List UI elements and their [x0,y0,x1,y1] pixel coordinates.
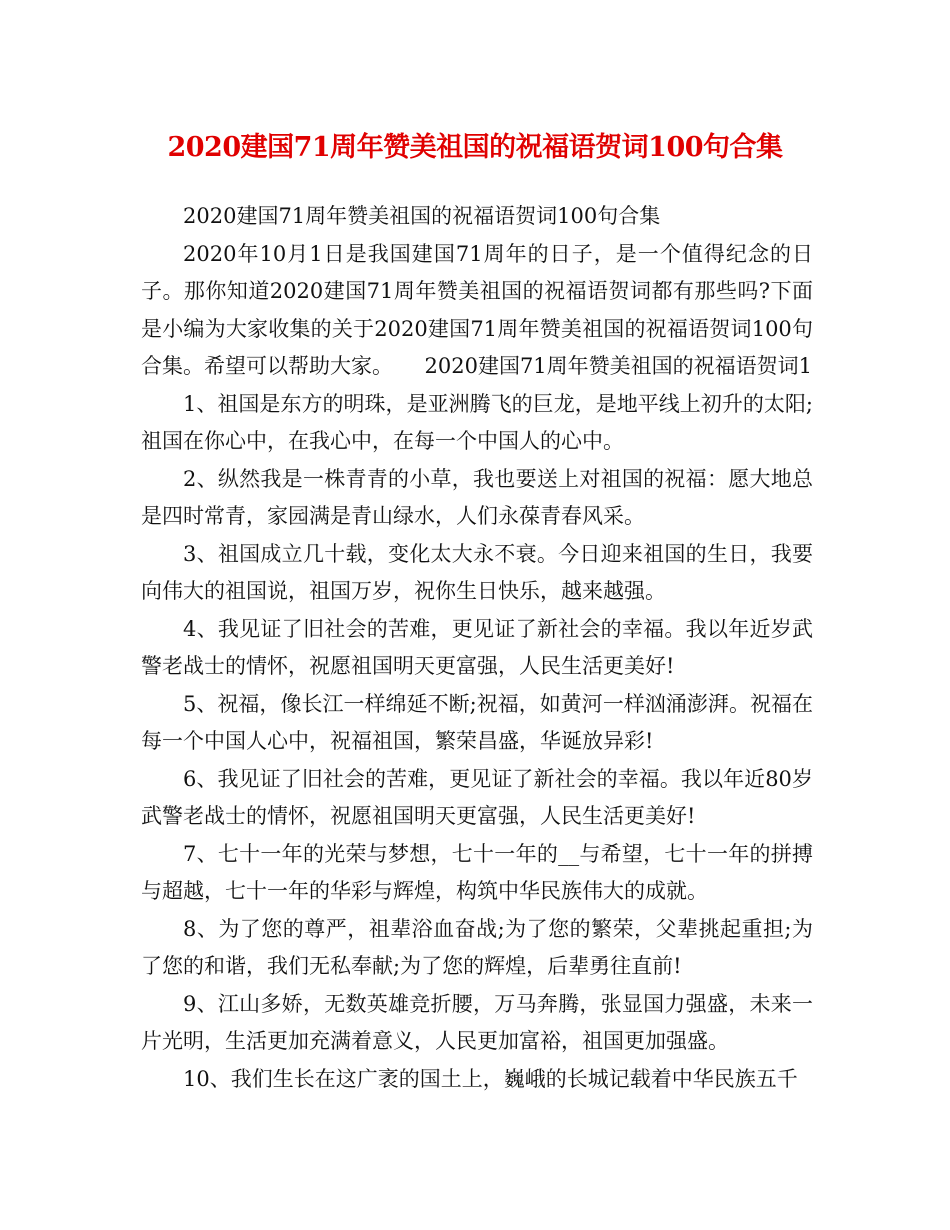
list-item: 1、祖国是东方的明珠，是亚洲腾飞的巨龙，是地平线上初升的太阳;祖国在你心中，在我心中，在每一个中国人的心中。 [141,391,813,453]
document-subtitle: 2020建国71周年赞美祖国的祝福语贺词100句合集 [183,204,661,228]
list-item: 8、为了您的尊严，祖辈浴血奋战;为了您的繁荣，父辈挑起重担;为了您的和谐，我们无私奉献;为了您的辉煌，后辈勇往直前! [141,916,813,978]
list-item: 3、祖国成立几十载，变化太大永不衰。今日迎来祖国的生日，我要向伟大的祖国说，祖国万岁，祝你生日快乐，越来越强。 [141,541,813,603]
document-body [141,198,813,1098]
list-item: 2、纵然我是一株青青的小草，我也要送上对祖国的祝福：愿大地总是四时常青，家园满是青山绿水，人们永葆青春风采。 [141,466,813,528]
intro-paragraph: 2020年10月1日是我国建国71周年的日子，是一个值得纪念的日子。那你知道2020建国71周年赞美祖国的祝福语贺词都有那些吗?下面是小编为大家收集的关于2020建国71周年赞美祖国的祝福语贺词100句合集。希望可以帮助大家。 2020建国71周年赞美祖国的祝福语贺词1 [141,241,813,378]
list-item: 7、七十一年的光荣与梦想，七十一年的__与希望，七十一年的拼搏与超越，七十一年的华彩与辉煌，构筑中华民族伟大的成就。 [141,841,813,903]
list-item: 4、我见证了旧社会的苦难，更见证了新社会的幸福。我以年近岁武警老战士的情怀，祝愿祖国明天更富强，人民生活更美好! [141,616,813,678]
list-item: 10、我们生长在这广袤的国土上，巍峨的长城记载着中华民族五千 [183,1066,798,1091]
list-item: 9、江山多娇，无数英雄竞折腰，万马奔腾，张显国力强盛，未来一片光明，生活更加充满着意义，人民更加富裕，祖国更加强盛。 [141,991,813,1053]
document-title: 2020建国71周年赞美祖国的祝福语贺词100句合集 [167,132,783,163]
list-item: 6、我见证了旧社会的苦难，更见证了新社会的幸福。我以年近80岁武警老战士的情怀，祝愿祖国明天更富强，人民生活更美好! [141,766,813,828]
list-item: 5、祝福，像长江一样绵延不断;祝福，如黄河一样汹涌澎湃。祝福在每一个中国人心中，祝福祖国，繁荣昌盛，华诞放异彩! [141,691,813,753]
